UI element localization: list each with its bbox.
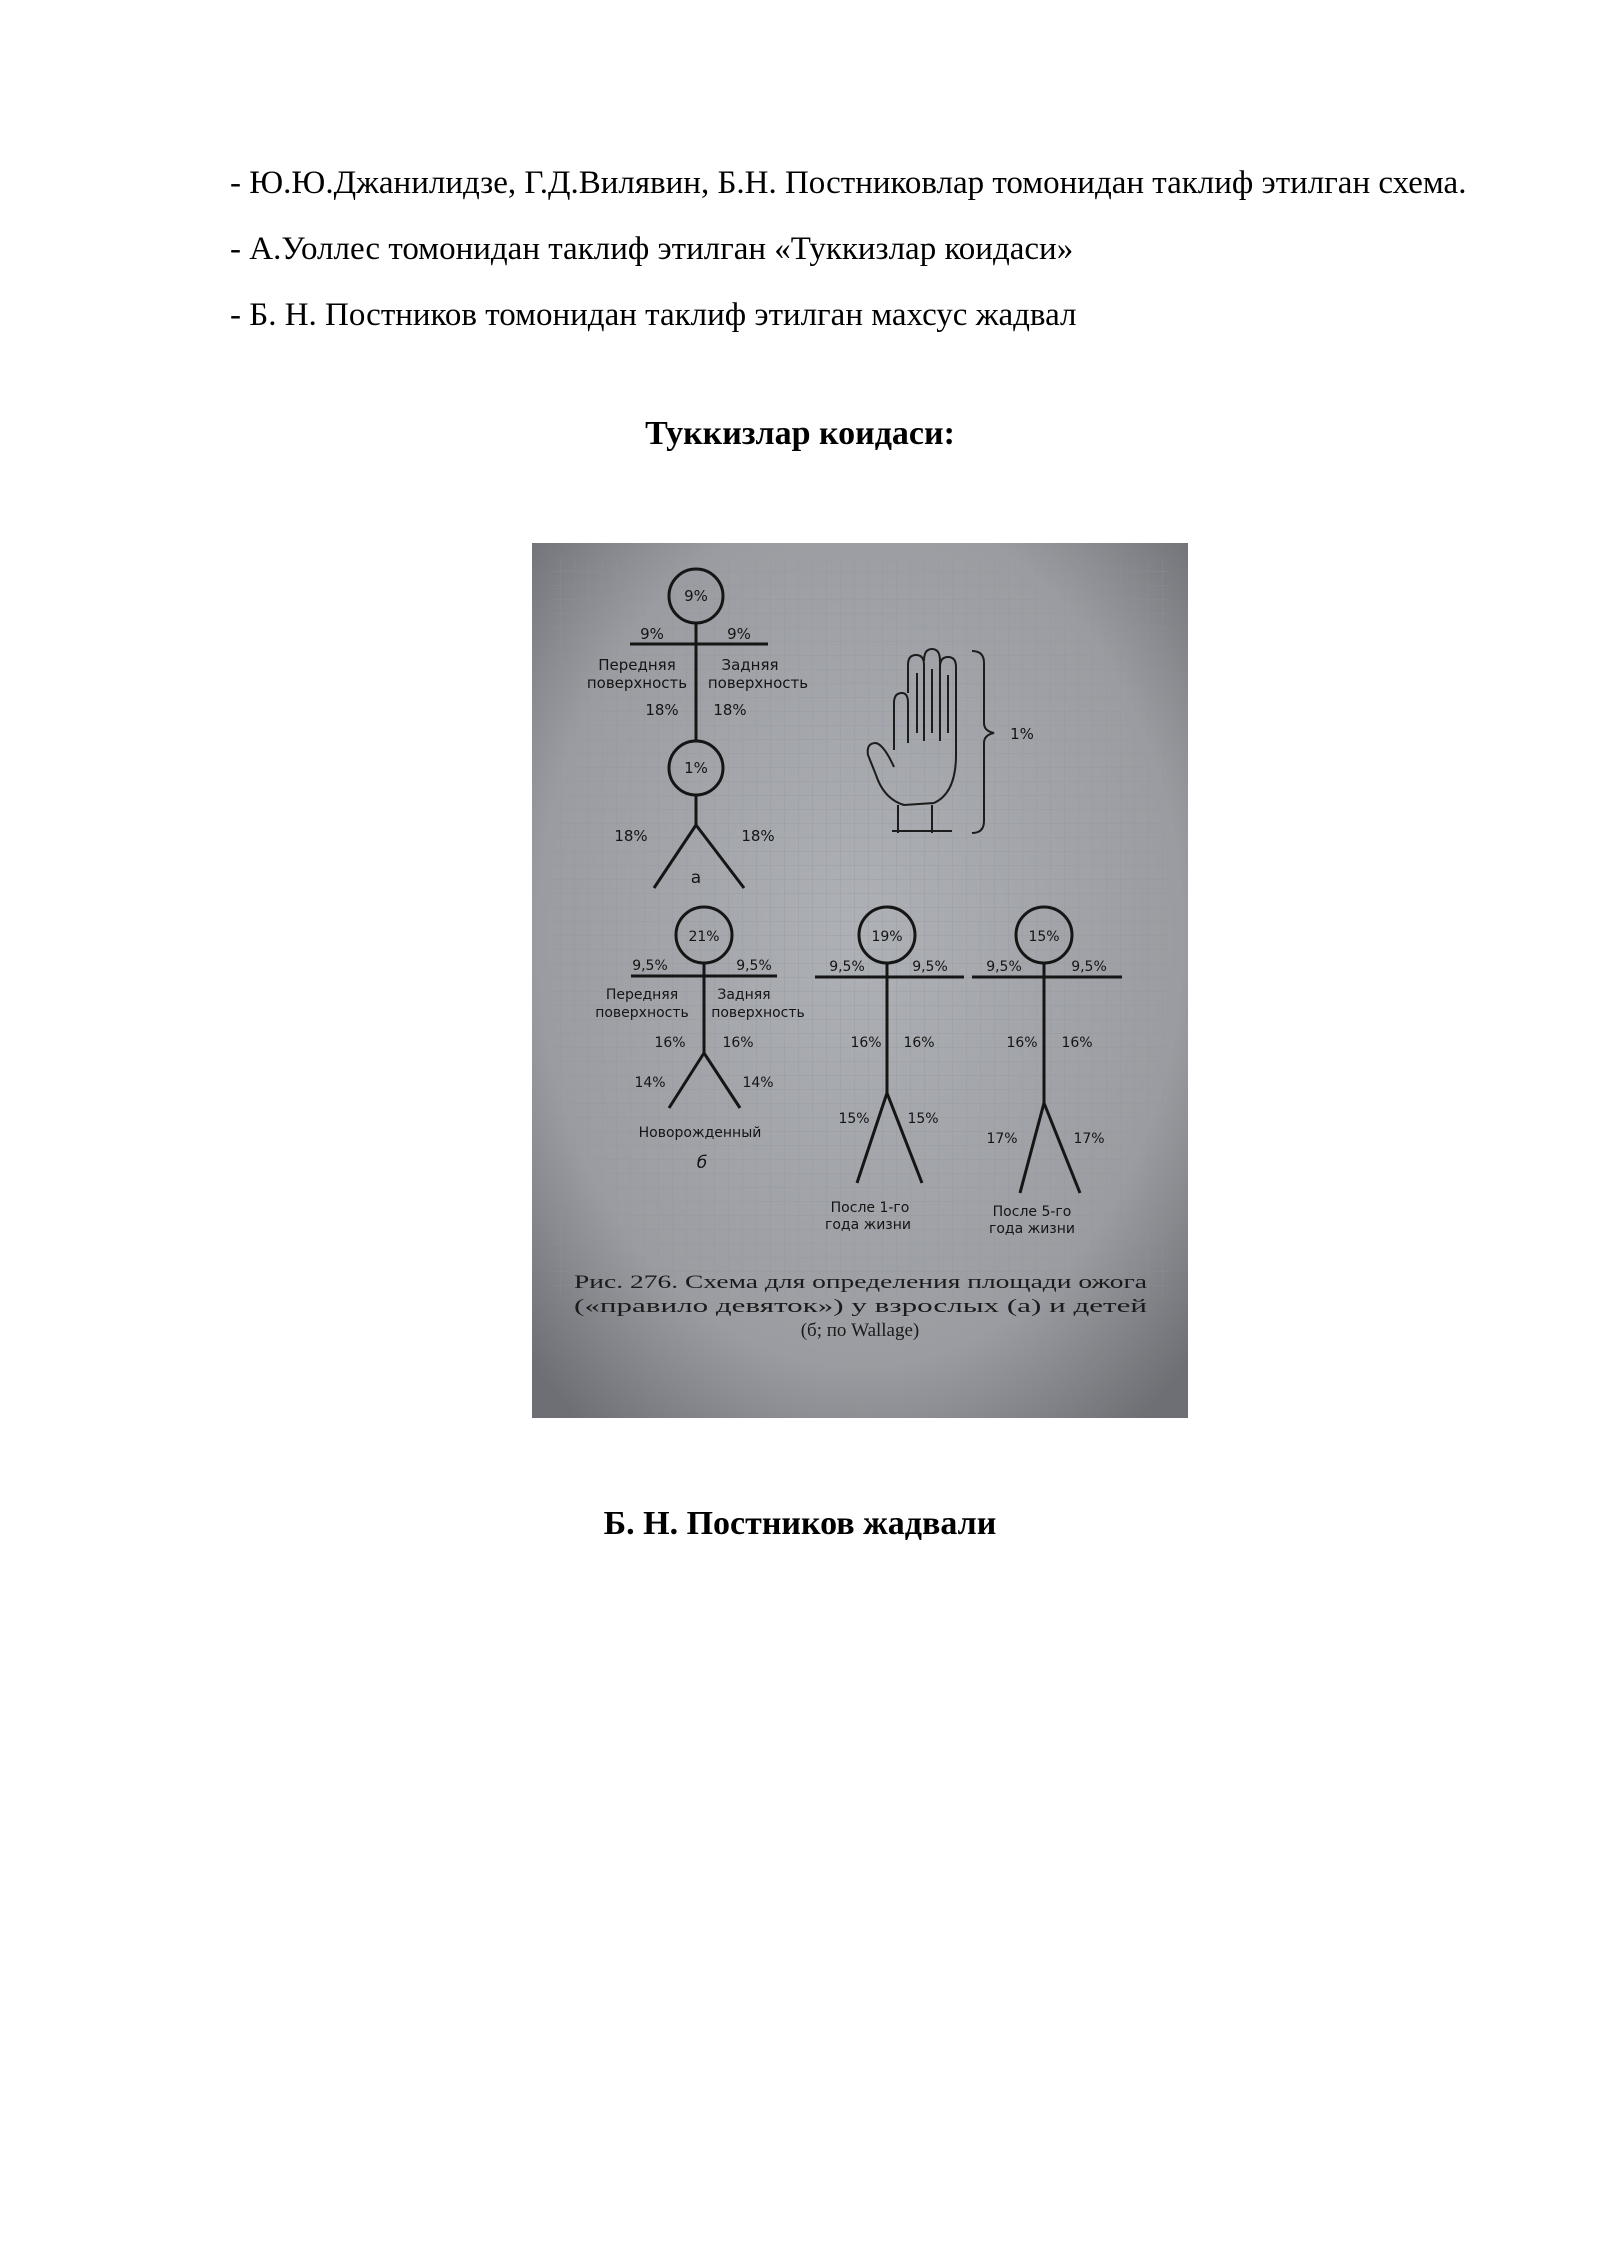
child5-leg-left-value: 17% (986, 1131, 1018, 1147)
palm-value: 1% (1010, 725, 1034, 743)
child5-caption-2: года жизни (988, 1221, 1076, 1237)
child5-arm-right-value: 9,5% (1071, 959, 1107, 975)
child5-head-value: 15% (1028, 929, 1060, 945)
child1-arm-right-value: 9,5% (912, 959, 948, 975)
paragraph-wallace: - А.Уоллес томонидан таклиф этилган «Туккизлар коидаси» (230, 231, 1074, 267)
newborn-front-label-1: Передняя (605, 987, 679, 1003)
newborn-leg-left-value: 14% (634, 1075, 666, 1091)
newborn-back-label-2: поверхность (711, 1005, 805, 1021)
newborn-leg-right-value: 14% (742, 1075, 774, 1091)
child1-head-value: 19% (871, 929, 903, 945)
newborn-head-value: 21% (688, 929, 720, 945)
child1-leg-left-value: 15% (838, 1111, 870, 1127)
heading-postnikov-table: Б. Н. Постников жадвали (603, 1505, 997, 1542)
adult-head-value: 9% (684, 587, 708, 605)
adult-back-value: 18% (713, 701, 747, 719)
child1-trunk-left-value: 16% (850, 1035, 882, 1051)
child5-arm-left-value: 9,5% (986, 959, 1022, 975)
child1-caption-2: года жизни (824, 1217, 912, 1233)
adult-back-label-1: Задняя (721, 656, 779, 674)
figure-caption-line-3: (б; по Wallage) (800, 1320, 920, 1341)
child5-trunk-left-value: 16% (1006, 1035, 1038, 1051)
adult-arm-left-value: 9% (640, 625, 664, 643)
figure-caption-line-1: Рис. 276. Схема для определения площади ожога (574, 1272, 1148, 1293)
newborn-arm-right-value: 9,5% (736, 958, 772, 974)
child1-trunk-right-value: 16% (903, 1035, 935, 1051)
child5-leg-right-value: 17% (1073, 1131, 1105, 1147)
figure-svg (532, 543, 1188, 1418)
newborn-trunk-left-value: 16% (654, 1035, 686, 1051)
adult-front-label-2: поверхность (586, 674, 688, 692)
adult-front-label-1: Передняя (598, 656, 676, 674)
adult-arm-right-value: 9% (727, 625, 751, 643)
newborn-caption: Новорожденный (638, 1125, 762, 1141)
adult-letter: а (690, 868, 702, 888)
adult-back-label-2: поверхность (707, 674, 809, 692)
child5-caption-1: После 5-го (992, 1204, 1072, 1220)
newborn-back-label-1: Задняя (717, 987, 771, 1003)
heading-rule-of-nines: Туккизлар коидаси: (645, 415, 955, 452)
newborn-trunk-right-value: 16% (722, 1035, 754, 1051)
paragraph-postnikov: - Б. Н. Постников томонидан таклиф этилган махсус жадвал (230, 297, 1077, 333)
child1-leg-right-value: 15% (907, 1111, 939, 1127)
figure-photo (532, 543, 1188, 1418)
child5-trunk-right-value: 16% (1061, 1035, 1093, 1051)
child1-caption-1: После 1-го (830, 1200, 910, 1216)
adult-front-value: 18% (645, 701, 679, 719)
adult-perineum-value: 1% (684, 759, 708, 777)
adult-leg-left-value: 18% (614, 827, 648, 845)
text-block (230, 150, 1490, 348)
children-letter: б (696, 1153, 708, 1173)
newborn-front-label-2: поверхность (595, 1005, 689, 1021)
adult-leg-right-value: 18% (741, 827, 775, 845)
figure-caption-line-2: («правило девяток») у взрослых (а) и детей (574, 1296, 1147, 1317)
child1-arm-left-value: 9,5% (829, 959, 865, 975)
newborn-arm-left-value: 9,5% (632, 958, 668, 974)
paragraph-schemes: - Ю.Ю.Джанилидзе, Г.Д.Вилявин, Б.Н. Постниковлар томонидан таклиф этилган схема. (230, 165, 1467, 201)
